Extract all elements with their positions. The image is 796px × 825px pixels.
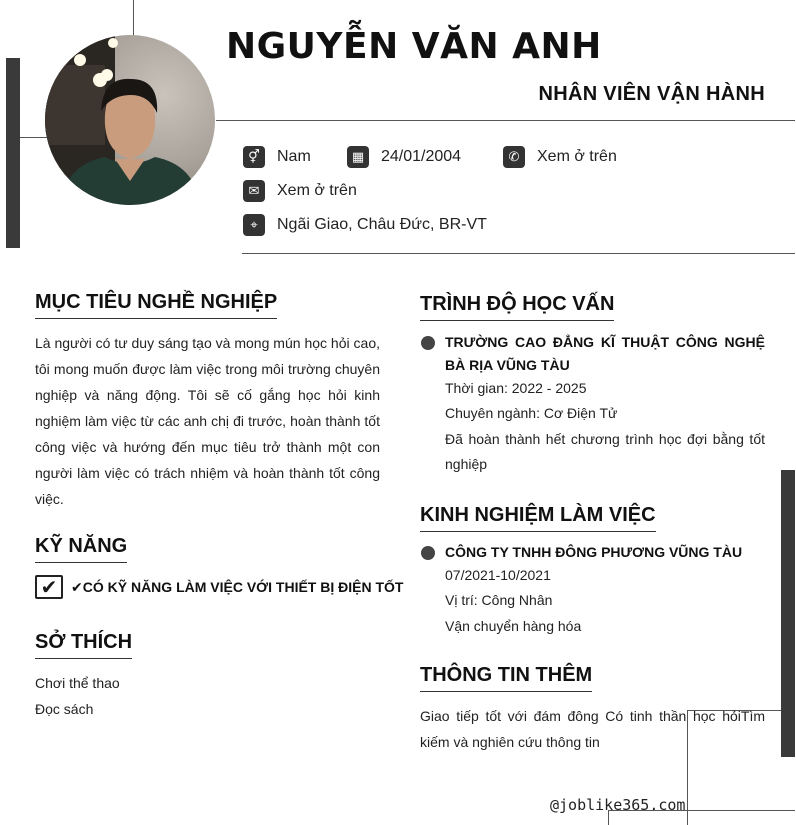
email-icon: ✉ (243, 180, 265, 202)
phone-value: Xem ở trên (537, 148, 617, 165)
education-bullet (421, 336, 435, 350)
decor-line-top (133, 0, 134, 40)
skill-text: ✔CÓ KỸ NĂNG LÀM VIỆC VỚI THIẾT BỊ ĐIỆN TỐT (71, 578, 404, 595)
contact-phone (503, 146, 617, 168)
phone-icon: ✆ (503, 146, 525, 168)
education-title: TRÌNH ĐỘ HỌC VẤN (420, 293, 614, 321)
gender-icon: ⚥ (243, 146, 265, 168)
hobbies-title: SỞ THÍCH (35, 631, 132, 659)
skills-section (35, 535, 127, 563)
left-decor-bar (6, 58, 20, 248)
hobby-item: Đọc sách (35, 701, 94, 717)
education-note: Đã hoàn thành hết chương trình học đợi bằng tốt nghiệp (445, 431, 765, 472)
contact-birthdate (347, 146, 461, 168)
email-value: Xem ở trên (277, 182, 357, 199)
gender-value: Nam (277, 148, 311, 165)
contact-gender (243, 146, 311, 168)
avatar-photo (45, 35, 215, 205)
experience-title: KINH NGHIỆM LÀM VIỆC (420, 504, 656, 532)
avatar (45, 35, 215, 205)
watermark: @joblike365.com (550, 796, 686, 814)
checkbox-icon: ✔ (35, 575, 63, 599)
address-value: Ngãi Giao, Châu Đức, BR-VT (277, 216, 487, 233)
extra-section (420, 664, 592, 692)
extra-text: Giao tiếp tốt với đám đông Có tinh thần học hỏiTìm kiếm và nghiên cứu thông tin (420, 708, 765, 750)
experience-position: Vị trí: Công Nhân (445, 592, 553, 608)
school-name: TRƯỜNG CAO ĐẲNG KĨ THUẬT CÔNG NGHỆ BÀ RỊA VŨNG TÀU (445, 334, 765, 373)
experience-task: Vận chuyển hàng hóa (445, 618, 582, 634)
objective-title: MỤC TIÊU NGHỀ NGHIỆP (35, 291, 277, 319)
education-section (420, 293, 614, 321)
job-title: NHÂN VIÊN VẬN HÀNH (538, 83, 765, 105)
header-divider (216, 120, 795, 121)
objective-text: Là người có tư duy sáng tạo và mong mún học hỏi cao, tôi mong muốn được làm việc trong môi trường chuyên nghiệp và năng động. Tôi sẽ cố gắng học hỏi kinh nghiệm làm việc từ các anh chị đi trước, hoàn thành tốt công việc và hướng đến mục tiêu trở thành một con người làm việc có trách nhiệm và hoàn thành tốt công việc. (35, 335, 380, 507)
experience-bullet (421, 546, 435, 560)
company-name: CÔNG TY TNHH ĐÔNG PHƯƠNG VŨNG TÀU (445, 544, 743, 560)
experience-section (420, 504, 656, 532)
hobbies-section (35, 631, 132, 659)
location-pin-icon: ⌖ (243, 214, 265, 236)
skills-title: KỸ NĂNG (35, 535, 127, 563)
hobby-item: Chơi thể thao (35, 675, 120, 691)
candidate-name: NGUYỄN VĂN ANH (226, 26, 602, 67)
right-decor-bar (781, 470, 795, 757)
experience-period: 07/2021-10/2021 (445, 567, 551, 583)
objective-section (35, 291, 277, 319)
education-time: Thời gian: 2022 - 2025 (445, 380, 587, 396)
education-major: Chuyên ngành: Cơ Điện Tử (445, 405, 618, 421)
contact-address (243, 214, 487, 236)
decor-line-left (20, 137, 48, 138)
calendar-icon: ▦ (347, 146, 369, 168)
birthdate-value: 24/01/2004 (381, 148, 462, 165)
contact-email (243, 180, 357, 202)
skill-item (35, 575, 403, 599)
extra-title: THÔNG TIN THÊM (420, 664, 592, 692)
contact-divider (242, 253, 795, 254)
